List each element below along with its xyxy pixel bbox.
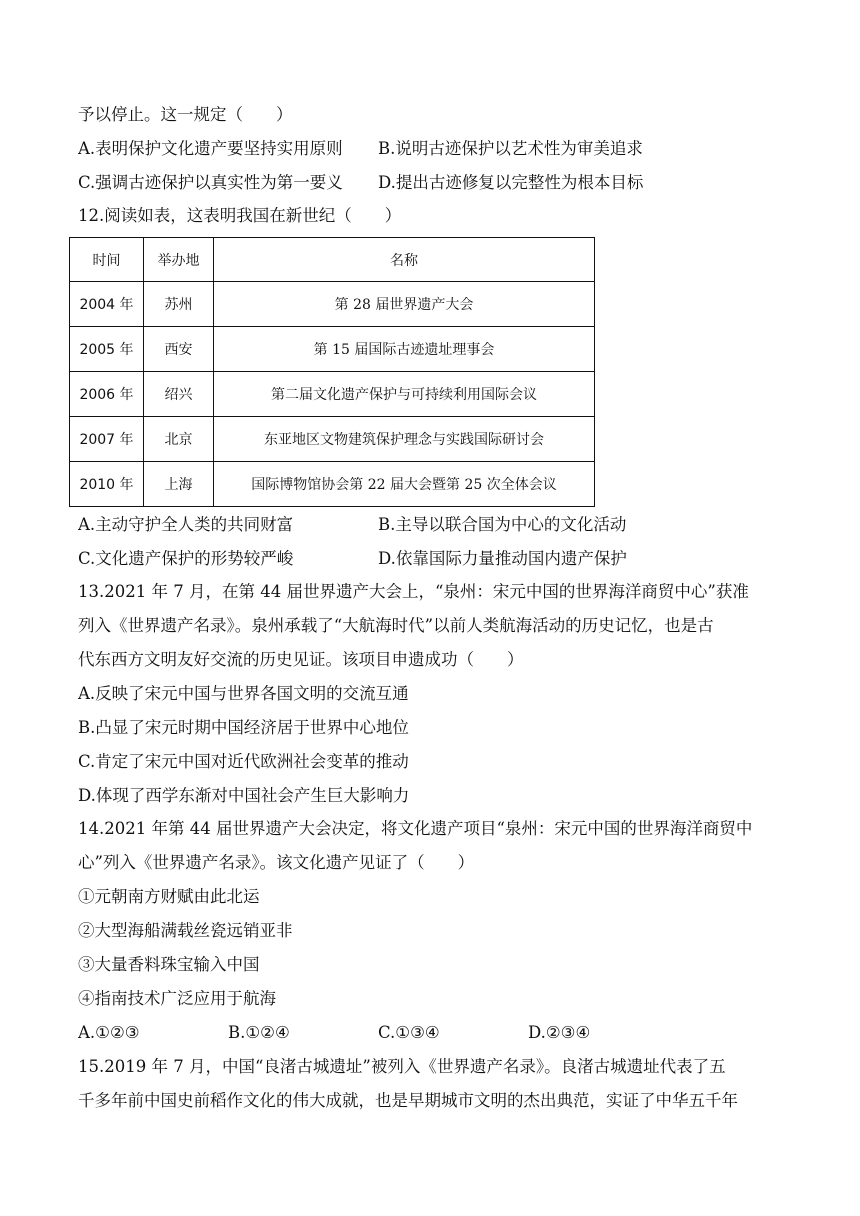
q14-item: ①元朝南方财赋由此北运	[78, 887, 260, 906]
table-cell-city: 苏州	[144, 282, 214, 327]
q14-item: ②大型海船满载丝瓷远销亚非	[78, 921, 293, 940]
q13-stem-line: 列入《世界遗产名录》。泉州承载了“大航海时代”以前人类航海活动的历史记忆，也是古	[78, 616, 714, 635]
table-cell-city: 绍兴	[144, 372, 214, 417]
q13-option-c: C.肯定了宋元中国对近代欧洲社会变革的推动	[78, 752, 409, 771]
heritage-events-table	[69, 237, 595, 507]
q13-stem-line: 代东西方文明友好交流的历史见证。该项目申遗成功（ ）	[78, 650, 524, 669]
q15-stem-line: 15.2019 年 7 月，中国“良渚古城遗址”被列入《世界遗产名录》。良渚古城遗址代表了五	[78, 1057, 726, 1076]
table-cell-year: 2005 年	[70, 327, 144, 372]
table-row	[70, 462, 595, 507]
q12-option-d: D.依靠国际力量推动国内遗产保护	[378, 549, 627, 568]
table-header-cell: 名称	[214, 238, 595, 282]
q11-option-b: B.说明古迹保护以艺术性为审美追求	[378, 139, 643, 158]
q14-option-a: A.①②③	[78, 1023, 140, 1042]
table-cell-year: 2010 年	[70, 462, 144, 507]
table-cell-name: 第 15 届国际古迹遗址理事会	[214, 327, 595, 372]
table-row	[70, 417, 595, 462]
q14-item: ③大量香料珠宝输入中国	[78, 955, 260, 974]
table-cell-city: 西安	[144, 327, 214, 372]
q11-option-c: C.强调古迹保护以真实性为第一要义	[78, 173, 343, 192]
table-cell-year: 2004 年	[70, 282, 144, 327]
table-row	[70, 282, 595, 327]
q11-option-a: A.表明保护文化遗产要坚持实用原则	[78, 139, 343, 158]
table-cell-year: 2006 年	[70, 372, 144, 417]
table-row	[70, 327, 595, 372]
table-cell-name: 东亚地区文物建筑保护理念与实践国际研讨会	[214, 417, 595, 462]
q12-option-c: C.文化遗产保护的形势较严峻	[78, 549, 294, 568]
table-row	[70, 372, 595, 417]
q14-option-d: D.②③④	[528, 1023, 591, 1042]
q14-item: ④指南技术广泛应用于航海	[78, 989, 276, 1008]
q13-option-a: A.反映了宋元中国与世界各国文明的交流互通	[78, 684, 409, 703]
q14-option-b: B.①②④	[228, 1023, 290, 1042]
q14-stem-line: 心”列入《世界遗产名录》。该文化遗产见证了（ ）	[78, 853, 475, 872]
table-cell-city: 北京	[144, 417, 214, 462]
table-header-row	[70, 238, 595, 282]
q14-option-c: C.①③④	[378, 1023, 440, 1042]
q12-option-a: A.主动守护全人类的共同财富	[78, 515, 294, 534]
table-cell-city: 上海	[144, 462, 214, 507]
table-cell-name: 第二届文化遗产保护与可持续利用国际会议	[214, 372, 595, 417]
table-cell-year: 2007 年	[70, 417, 144, 462]
q13-stem-line: 13.2021 年 7 月，在第 44 届世界遗产大会上，“泉州：宋元中国的世界海洋商贸中心”获准	[78, 582, 749, 601]
table-cell-name: 国际博物馆协会第 22 届大会暨第 25 次全体会议	[214, 462, 595, 507]
q15-stem-line: 千多年前中国史前稻作文化的伟大成就，也是早期城市文明的杰出典范，实证了中华五千年	[78, 1091, 738, 1110]
q11-option-d: D.提出古迹修复以完整性为根本目标	[378, 173, 644, 192]
table-header-cell: 时间	[70, 238, 144, 282]
q11-stem-tail: 予以停止。这一规定（ ）	[78, 105, 293, 124]
q12-option-b: B.主导以联合国为中心的文化活动	[378, 515, 627, 534]
q13-option-d: D.体现了西学东渐对中国社会产生巨大影响力	[78, 786, 410, 805]
table-cell-name: 第 28 届世界遗产大会	[214, 282, 595, 327]
q14-stem-line: 14.2021 年第 44 届世界遗产大会决定，将文化遗产项目“泉州：宋元中国的世界海洋商贸中	[78, 819, 753, 838]
q12-stem: 12.阅读如表，这表明我国在新世纪（ ）	[78, 206, 402, 225]
table-header-cell: 举办地	[144, 238, 214, 282]
q13-option-b: B.凸显了宋元时期中国经济居于世界中心地位	[78, 718, 409, 737]
